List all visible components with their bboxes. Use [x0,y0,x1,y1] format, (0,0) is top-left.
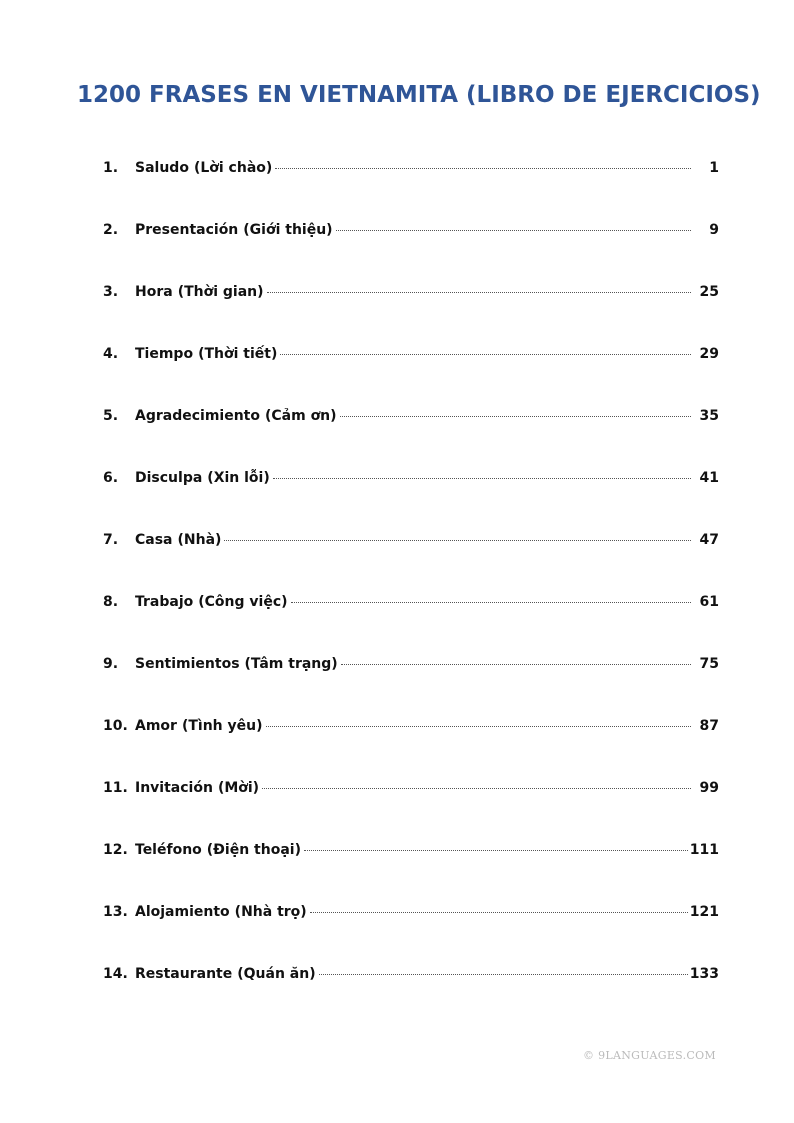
toc-entry-number: 12. [103,842,128,858]
toc-entry-title [135,284,264,300]
toc-entry-title-es: Trabajo [135,594,194,610]
toc-entry-page: 87 [699,718,719,734]
toc-dot-leader [310,912,688,913]
toc-entry-page: 41 [699,470,719,486]
toc-entry-number: 14. [103,966,128,982]
toc-entry-page: 111 [689,842,719,858]
toc-entry-invitacion[interactable] [103,780,719,842]
toc-entry-title [135,594,288,610]
toc-dot-leader [267,292,691,293]
toc-dot-leader [266,726,692,727]
toc-dot-leader [275,168,691,169]
toc-entry-disculpa[interactable] [103,470,719,532]
toc-entry-page: 121 [689,904,719,920]
toc-entry-page: 9 [709,222,719,238]
toc-dot-leader [304,850,688,851]
toc-entry-presentacion[interactable] [103,222,719,284]
toc-dot-leader [341,664,691,665]
toc-entry-title-es: Teléfono [135,842,202,858]
toc-entry-title [135,718,263,734]
toc-entry-number: 4. [103,346,119,362]
toc-entry-alojamiento[interactable] [103,904,719,966]
toc-entry-page: 29 [699,346,719,362]
toc-entry-page: 133 [689,966,719,982]
toc-entry-restaurante[interactable] [103,966,719,1028]
toc-dot-leader [224,540,691,541]
toc-entry-title-vi: (Nhà trọ) [234,904,307,920]
toc-entry-number: 6. [103,470,119,486]
toc-entry-title [135,904,307,920]
toc-entry-number: 11. [103,780,128,796]
toc-dot-leader [280,354,691,355]
toc-entry-title-vi: (Thời tiết) [198,346,278,362]
toc-entry-page: 99 [699,780,719,796]
toc-entry-title-vi: (Điện thoại) [206,842,301,858]
toc-entry-page: 47 [699,532,719,548]
toc-dot-leader [319,974,688,975]
toc-entry-title-es: Amor [135,718,177,734]
toc-entry-page: 25 [699,284,719,300]
toc-entry-title [135,346,277,362]
toc-entry-title-vi: (Tâm trạng) [244,656,338,672]
toc-entry-tiempo[interactable] [103,346,719,408]
toc-entry-title-vi: (Nhà) [177,532,222,548]
toc-entry-number: 2. [103,222,119,238]
toc-entry-title [135,780,259,796]
toc-entry-page: 35 [699,408,719,424]
toc-dot-leader [273,478,691,479]
toc-entry-title-vi: (Tình yêu) [181,718,263,734]
toc-entry-page: 75 [699,656,719,672]
toc-entry-title-es: Sentimientos [135,656,240,672]
toc-entry-title-es: Alojamiento [135,904,230,920]
toc-entry-number: 8. [103,594,119,610]
toc-dot-leader [336,230,691,231]
toc-entry-title [135,470,270,486]
toc-entry-title-es: Invitación [135,780,213,796]
toc-entry-title [135,160,272,176]
toc-entry-title-es: Restaurante [135,966,233,982]
toc-entry-number: 3. [103,284,119,300]
toc-entry-title-vi: (Lời chào) [193,160,273,176]
toc-entry-trabajo[interactable] [103,594,719,656]
toc-dot-leader [340,416,691,417]
toc-dot-leader [262,788,691,789]
toc-entry-number: 13. [103,904,128,920]
toc-entry-amor[interactable] [103,718,719,780]
toc-entry-title-vi: (Mời) [217,780,260,796]
toc-entry-sentimientos[interactable] [103,656,719,718]
toc-entry-casa[interactable] [103,532,719,594]
toc-entry-number: 9. [103,656,119,672]
toc-entry-title-vi: (Quán ăn) [237,966,316,982]
toc-entry-saludo[interactable] [103,160,719,222]
toc-entry-title-es: Tiempo [135,346,194,362]
toc-entry-number: 10. [103,718,128,734]
toc-entry-number: 1. [103,160,119,176]
toc-entry-page: 1 [709,160,719,176]
toc-entry-title-es: Presentación [135,222,239,238]
toc-entry-number: 7. [103,532,119,548]
toc-entry-page: 61 [699,594,719,610]
toc-dot-leader [291,602,691,603]
toc-entry-agradecimiento[interactable] [103,408,719,470]
toc-entry-title-es: Casa [135,532,173,548]
toc-entry-title-vi: (Xin lỗi) [207,470,270,486]
toc-entry-hora[interactable] [103,284,719,346]
toc-entry-title-vi: (Cảm ơn) [264,408,337,424]
toc-entry-telefono[interactable] [103,842,719,904]
toc-entry-title [135,966,316,982]
toc-entry-title-vi: (Giới thiệu) [243,222,333,238]
copyright-watermark: © 9LANGUAGES.COM [583,1049,716,1062]
table-of-contents [103,160,719,1028]
toc-entry-title [135,656,338,672]
toc-entry-title-es: Disculpa [135,470,203,486]
toc-entry-title-vi: (Công việc) [198,594,288,610]
toc-entry-title [135,222,333,238]
toc-entry-title [135,842,301,858]
toc-entry-title [135,408,337,424]
toc-entry-number: 5. [103,408,119,424]
toc-entry-title [135,532,221,548]
toc-entry-title-es: Agradecimiento [135,408,260,424]
page-title: 1200 FRASES EN VIETNAMITA (LIBRO DE EJERCICIOS) [77,82,761,108]
toc-entry-title-es: Hora [135,284,173,300]
toc-entry-title-es: Saludo [135,160,189,176]
toc-entry-title-vi: (Thời gian) [177,284,264,300]
